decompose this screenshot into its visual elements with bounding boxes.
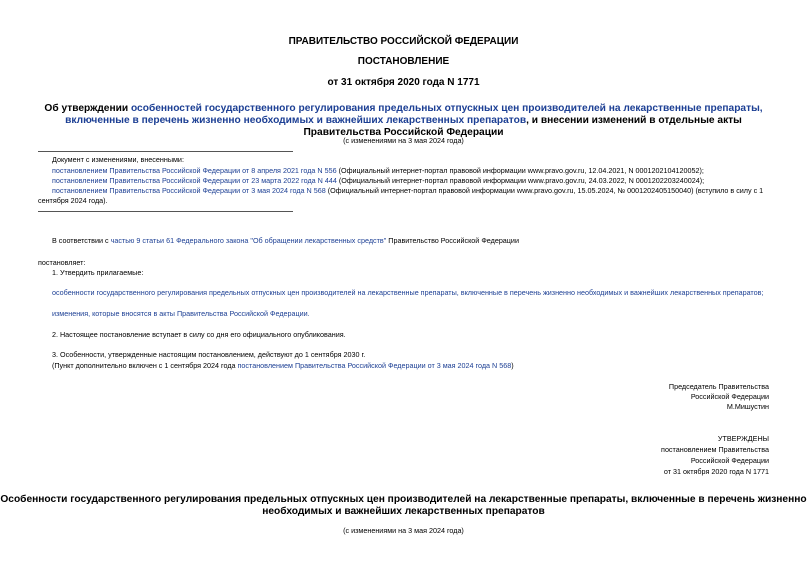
title-prefix: Об утверждении bbox=[44, 103, 131, 114]
paragraph-1: 1. Утвердить прилагаемые: bbox=[52, 268, 144, 277]
paragraph-3: 3. Особенности, утвержденные настоящим постановлением, действуют до 1 сентября 2030 г. bbox=[52, 350, 366, 359]
approval-heading: УТВЕРЖДЕНЫ bbox=[717, 434, 769, 443]
amendment-item bbox=[52, 166, 782, 176]
annex-title-line1: Особенности государственного регулирования предельных отпускных цен производителей на лекарственные препараты, включенные в перечень жизненно bbox=[0, 494, 807, 505]
amendment-link-568[interactable]: постановлением Правительства Российской Федерации от 3 мая 2024 года N 568 bbox=[52, 186, 326, 195]
document-title bbox=[0, 103, 807, 139]
title-features-link[interactable]: особенностей государственного регулирования предельных отпускных цен производителей на лекарственные препараты, включенные в перечень жизненно необходимых и важнейших лекарственных препаратов bbox=[65, 103, 763, 126]
document-type-heading: ПОСТАНОВЛЕНИЕ bbox=[357, 56, 450, 67]
resolves-text: постановляет: bbox=[38, 258, 86, 267]
signature-position: Председатель Правительства bbox=[668, 382, 769, 391]
amendment-link-444[interactable]: постановлением Правительства Российской Федерации от 23 марта 2022 года N 444 bbox=[52, 176, 337, 185]
federal-law-link[interactable]: частью 9 статьи 61 Федерального закона "Об обращении лекарственных средств" bbox=[110, 236, 387, 245]
amendments-top-rule bbox=[38, 151, 293, 152]
preamble bbox=[52, 236, 519, 246]
amendment-source: (Официальный интернет-портал правовой информации www.pravo.gov.ru, 24.03.2022, N 0001202203240024); bbox=[336, 176, 705, 185]
annex-title-line2: необходимых и важнейших лекарственных препаратов bbox=[262, 506, 545, 517]
document-date-number: от 31 октября 2020 года N 1771 bbox=[327, 77, 480, 88]
preamble-pre: В соответствии с bbox=[52, 236, 111, 245]
paragraph-1-changes bbox=[52, 309, 310, 319]
changes-link[interactable]: изменения, которые вносятся в акты Правительства Российской Федерации. bbox=[52, 309, 310, 318]
amendments-intro: Документ с изменениями, внесенными: bbox=[52, 155, 184, 164]
features-link[interactable]: особенности государственного регулирования предельных отпускных цен производителей на лекарственные препараты, включенные в перечень жизненно необходимых и важнейших лекарственных препаратов; bbox=[52, 288, 764, 297]
signature-org: Российской Федерации bbox=[690, 392, 769, 401]
amendments-bottom-rule bbox=[38, 211, 293, 212]
title-suffix: , и внесении изменений в отдельные акты Правительства Российской Федерации bbox=[303, 115, 742, 138]
amendment-source: (Официальный интернет-портал правовой информации www.pravo.gov.ru, 12.04.2021, N 0001202104120052); bbox=[336, 166, 704, 175]
paragraph-2: 2. Настоящее постановление вступает в силу со дня его официального опубликования. bbox=[52, 330, 346, 339]
paragraph-3-note bbox=[52, 361, 514, 371]
amendment-item-continuation: сентября 2024 года). bbox=[38, 196, 108, 205]
preamble-post: Правительство Российской Федерации bbox=[386, 236, 519, 245]
approval-date: от 31 октября 2020 года N 1771 bbox=[663, 467, 769, 476]
approval-line: Российской Федерации bbox=[690, 456, 769, 465]
government-heading: ПРАВИТЕЛЬСТВО РОССИЙСКОЙ ФЕДЕРАЦИИ bbox=[288, 36, 519, 47]
p3-note-pre: (Пункт дополнительно включен с 1 сентября 2024 года bbox=[52, 361, 238, 370]
amendment-item bbox=[52, 186, 792, 196]
amendment-link-556[interactable]: постановлением Правительства Российской Федерации от 8 апреля 2021 года N 556 bbox=[52, 166, 337, 175]
signature-block bbox=[669, 382, 769, 412]
amendment-item bbox=[52, 176, 782, 186]
paragraph-1-features bbox=[52, 288, 763, 298]
signature-name: М.Мишустин bbox=[726, 402, 769, 411]
amendment-source: (Официальный интернет-портал правовой информации www.pravo.gov.ru, 15.05.2024, № 0001202405150040) (вступило в силу с 1 bbox=[325, 186, 764, 195]
annex-changes-note: (с изменениями на 3 мая 2024 года) bbox=[343, 526, 464, 535]
annex-title bbox=[0, 494, 807, 518]
p3-note-post: ) bbox=[511, 361, 514, 370]
approval-line: постановлением Правительства bbox=[661, 445, 769, 454]
approval-block bbox=[661, 433, 769, 477]
p3-note-link[interactable]: постановлением Правительства Российской Федерации от 3 мая 2024 года N 568 bbox=[237, 361, 512, 370]
title-changes-note: (с изменениями на 3 мая 2024 года) bbox=[343, 136, 464, 145]
